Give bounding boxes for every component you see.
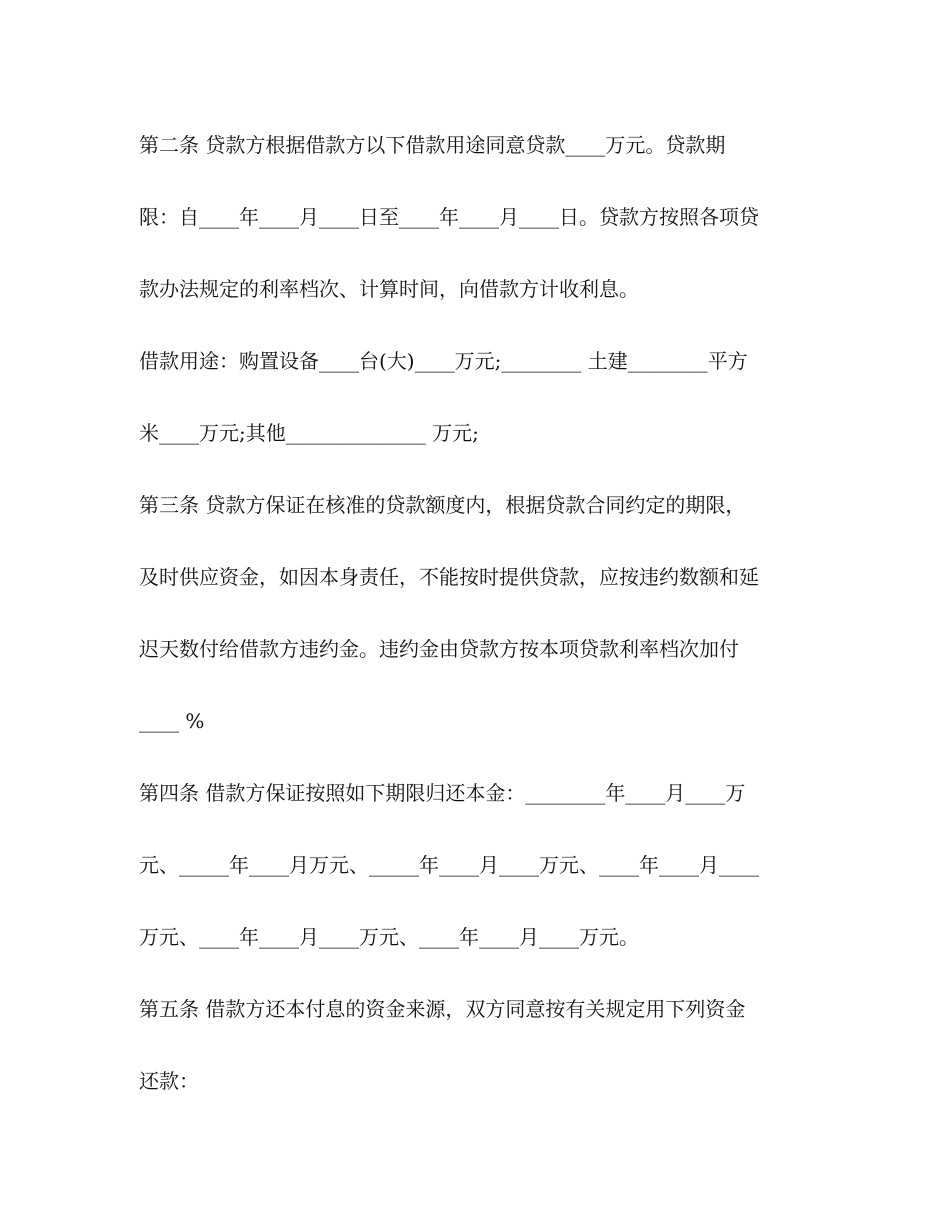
article-4-line-3: 万元、____年____月____万元、____年____月____万元。 <box>139 925 639 949</box>
article-3-line-4: ____ % <box>139 709 205 733</box>
article-5-line-1: 第五条 借款方还本付息的资金来源，双方同意按有关规定用下列资金 <box>139 997 746 1021</box>
article-3-line-1: 第三条 贷款方保证在核准的贷款额度内，根据贷款合同约定的期限， <box>139 493 746 517</box>
article-4-line-2: 元、_____年____月万元、_____年____月____万元、____年____月____ <box>139 853 759 877</box>
article-2-line-1: 第二条 贷款方根据借款方以下借款用途同意贷款____万元。贷款期 <box>139 133 726 157</box>
article-5-line-2: 还款： <box>139 1069 199 1093</box>
article-2-line-3: 款办法规定的利率档次、计算时间，向借款方计收利息。 <box>139 277 639 301</box>
loan-purpose-line-1: 借款用途：购置设备____台(大)____万元;________ 土建________平方 <box>139 349 748 373</box>
article-3-line-2: 及时供应资金，如因本身责任，不能按时提供贷款，应按违约数额和延 <box>139 565 759 589</box>
article-2-line-2: 限：自____年____月____日至____年____月____日。贷款方按照各项贷 <box>139 205 759 229</box>
article-4-line-1: 第四条 借款方保证按照如下期限归还本金：________年____月____万 <box>139 781 746 805</box>
loan-purpose-line-2: 米____万元;其他______________ 万元; <box>139 421 479 445</box>
article-3-line-3: 迟天数付给借款方违约金。违约金由贷款方按本项贷款利率档次加付 <box>139 637 739 661</box>
